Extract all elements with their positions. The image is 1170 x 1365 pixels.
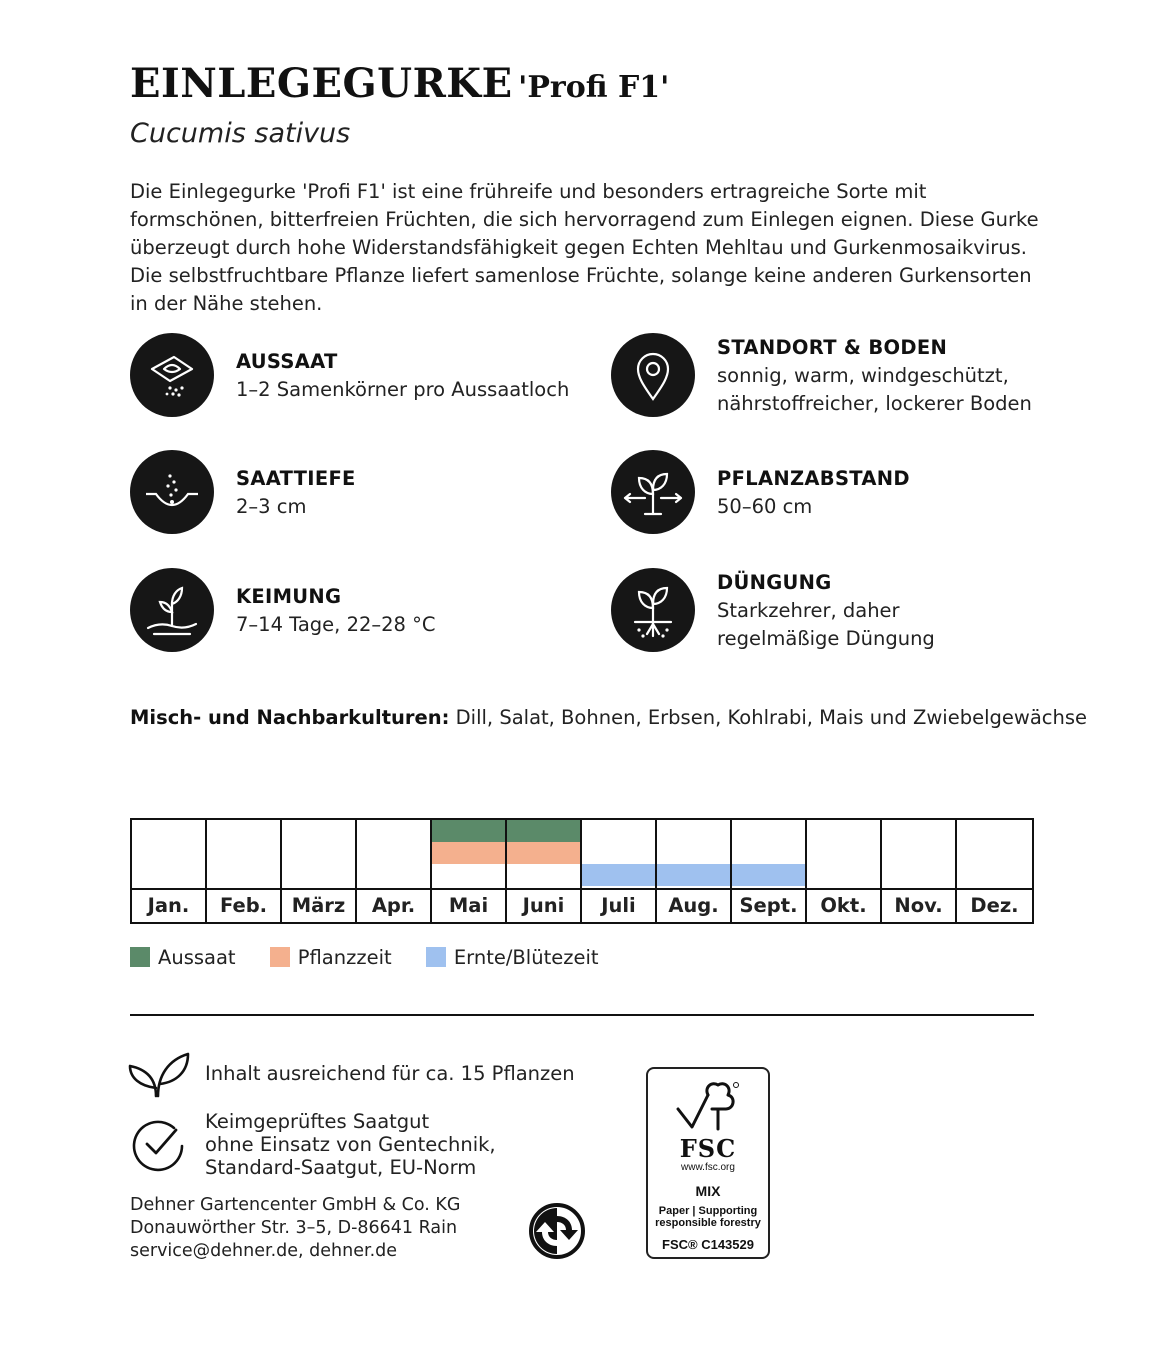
variety-name: 'Profi F1' xyxy=(518,70,670,105)
calendar-month-label: Sept. xyxy=(732,888,805,924)
fsc-logo-text: FSC xyxy=(679,1134,737,1163)
ernte-band xyxy=(732,864,805,886)
feature-duengung-text-1: Starkzehrer, daher xyxy=(717,599,900,622)
company-contact: service@dehner.de, dehner.de xyxy=(130,1241,398,1261)
calendar-month xyxy=(357,820,432,922)
feature-aussaat-title: AUSSAAT xyxy=(236,350,338,373)
ernte-band xyxy=(657,864,730,886)
latin-name: Cucumis sativus xyxy=(130,118,351,149)
calendar-month-label: Jan. xyxy=(132,888,205,924)
fsc-claim-1: Paper | Supporting xyxy=(658,1205,758,1217)
calendar-month xyxy=(657,820,732,922)
legend-ernte-swatch xyxy=(426,947,446,967)
seedling-icon xyxy=(130,568,214,652)
companion-plants xyxy=(130,706,1087,729)
calendar-month xyxy=(432,820,507,922)
pflanzzeit-band xyxy=(507,842,580,864)
location-pin-icon xyxy=(611,333,695,417)
calendar-month xyxy=(882,820,957,922)
calendar-legend xyxy=(130,946,627,969)
calendar-month xyxy=(582,820,657,922)
calendar-month-label: Mai xyxy=(432,888,505,924)
plant-leaves-icon xyxy=(126,1046,192,1098)
calendar-month-label: Feb. xyxy=(207,888,280,924)
pflanzzeit-band xyxy=(432,842,505,864)
feature-keimung-title: KEIMUNG xyxy=(236,585,342,608)
feature-pflanzabstand xyxy=(611,450,1071,540)
feature-duengung xyxy=(611,568,1071,658)
calendar-month-label: Juli xyxy=(582,888,655,924)
ernte-band xyxy=(582,864,655,886)
feature-standort-title: STANDORT & BODEN xyxy=(717,336,948,359)
fsc-mix: MIX xyxy=(695,1183,721,1199)
calendar-month xyxy=(957,820,1032,922)
fsc-claim-2: responsible forestry xyxy=(655,1217,761,1229)
calendar-month-label: Apr. xyxy=(357,888,430,924)
calendar-month-label: Nov. xyxy=(882,888,955,924)
calendar-month xyxy=(282,820,357,922)
company-street: Donauwörther Str. 3–5, D-86641 Rain xyxy=(130,1218,458,1238)
legend-aussaat xyxy=(130,946,236,969)
quality-line-2: ohne Einsatz von Gentechnik, xyxy=(205,1133,496,1156)
legend-pflanzzeit-swatch xyxy=(270,947,290,967)
legend-aussaat-swatch xyxy=(130,947,150,967)
product-name: EINLEGEGURKE xyxy=(130,60,513,107)
calendar-month xyxy=(732,820,807,922)
feature-saattiefe-title: SAATTIEFE xyxy=(236,467,356,490)
fertilizer-roots-icon xyxy=(611,568,695,652)
feature-aussaat xyxy=(130,333,590,423)
feature-standort xyxy=(611,333,1071,423)
legend-pflanzzeit-label: Pflanzzeit xyxy=(297,946,392,969)
feature-keimung-text: 7–14 Tage, 22–28 °C xyxy=(236,613,436,636)
fsc-url: www.fsc.org xyxy=(681,1162,735,1173)
legend-ernte xyxy=(426,946,599,969)
fsc-tree-logo-icon xyxy=(648,1077,768,1137)
legend-aussaat-label: Aussaat xyxy=(158,946,236,969)
recycling-green-dot-icon xyxy=(528,1202,586,1260)
calendar-month-label: Dez. xyxy=(957,888,1032,924)
feature-aussaat-text: 1–2 Samenkörner pro Aussaatloch xyxy=(236,378,570,401)
fsc-label xyxy=(646,1067,770,1259)
calendar-month xyxy=(207,820,282,922)
legend-pflanzzeit xyxy=(270,946,392,969)
feature-saattiefe xyxy=(130,450,590,540)
companion-plants-label: Misch- und Nachbarkulturen: xyxy=(130,706,450,729)
calendar-month-label: März xyxy=(282,888,355,924)
calendar-month-label: Aug. xyxy=(657,888,730,924)
company-address xyxy=(130,1194,460,1263)
calendar-month-label: Juni xyxy=(507,888,580,924)
quality-line-3: Standard-Saatgut, EU-Norm xyxy=(205,1156,477,1179)
company-name: Dehner Gartencenter GmbH & Co. KG xyxy=(130,1195,461,1215)
fsc-license: FSC® C143529 xyxy=(662,1237,754,1252)
feature-keimung xyxy=(130,568,590,658)
feature-pflanzabstand-text: 50–60 cm xyxy=(717,495,813,518)
calendar-month xyxy=(132,820,207,922)
seed-packet-icon xyxy=(130,333,214,417)
calendar-month xyxy=(807,820,882,922)
sowing-depth-icon xyxy=(130,450,214,534)
companion-plants-value: Dill, Salat, Bohnen, Erbsen, Kohlrabi, Mais und Zwiebelgewächse xyxy=(455,706,1088,729)
contents-info: Inhalt ausreichend für ca. 15 Pflanzen xyxy=(205,1062,575,1085)
aussaat-band xyxy=(432,820,505,842)
feature-pflanzabstand-title: PFLANZABSTAND xyxy=(717,467,910,490)
product-description: Die Einlegegurke 'Profi F1' ist eine frühreife und besonders ertragreiche Sorte mit formschönen, bitterfreien Früchten, die sich hervorragend zum Einlegen eignen. Diese Gurke überzeugt durch hohe Widerstandsfähigkeit gegen Echten Mehltau und Gurkenmosaikvirus. Die selbstfruchtbare Pflanze liefert samenlose Früchte, solange keine anderen Gurkensorten in der Nähe stehen. xyxy=(130,180,1039,315)
feature-standort-text-2: nährstoffreicher, lockerer Boden xyxy=(717,392,1032,415)
page-title xyxy=(130,60,669,107)
calendar-month-label: Okt. xyxy=(807,888,880,924)
feature-duengung-text-2: regelmäßige Düngung xyxy=(717,627,935,650)
quality-line-1: Keimgeprüftes Saatgut xyxy=(205,1110,430,1133)
feature-standort-text-1: sonnig, warm, windgeschützt, xyxy=(717,364,1009,387)
feature-saattiefe-text: 2–3 cm xyxy=(236,495,307,518)
legend-ernte-label: Ernte/Blütezeit xyxy=(453,946,599,969)
aussaat-band xyxy=(507,820,580,842)
sowing-calendar xyxy=(130,818,1034,924)
divider xyxy=(130,1014,1034,1016)
checkmark-icon xyxy=(130,1116,186,1172)
calendar-month xyxy=(507,820,582,922)
feature-duengung-title: DÜNGUNG xyxy=(717,571,832,594)
plant-spacing-icon xyxy=(611,450,695,534)
